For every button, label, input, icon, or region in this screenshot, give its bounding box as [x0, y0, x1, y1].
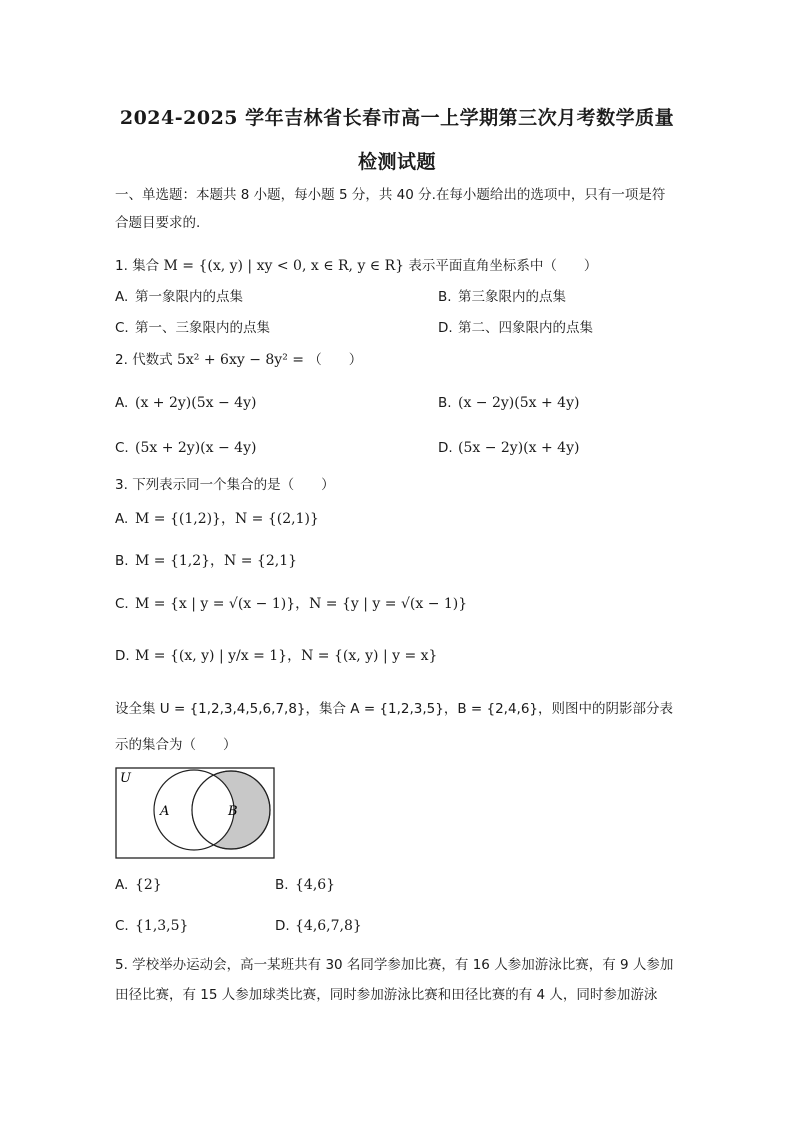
q3-option-a-text: M = {(1,2)}，N = {(2,1)} — [135, 511, 319, 527]
option-label: D. — [115, 648, 130, 664]
q2-option-a — [115, 393, 256, 413]
question-4-line-2: 示的集合为（ ） — [115, 737, 237, 753]
q1-option-c — [115, 318, 270, 338]
q4-option-b — [275, 875, 335, 895]
option-label: B. — [115, 553, 129, 569]
q2-option-c-text: (5x + 2y)(x − 4y) — [135, 440, 257, 456]
q3-option-b-text: M = {1,2}，N = {2,1} — [135, 553, 298, 569]
option-label: C. — [115, 596, 129, 612]
title-line-1: 2024-2025 学年吉林省长春市高一上学期第三次月考数学质量 — [119, 107, 675, 129]
q1-option-a — [115, 287, 243, 307]
venn-label-a: A — [160, 804, 170, 819]
q2-option-a-text: (x + 2y)(5x − 4y) — [135, 395, 257, 411]
q4-option-c-text: {1,3,5} — [135, 918, 189, 934]
question-1-set: M = {(x, y) | xy < 0, x ∈ R, y ∈ R} — [163, 258, 405, 274]
option-label: A. — [115, 289, 129, 305]
question-4-line-1: 设全集 U = {1,2,3,4,5,6,7,8}，集合 A = {1,2,3,5}，B = {2,4,6}，则图中的阴影部分表 — [115, 701, 674, 717]
question-3 — [115, 475, 335, 495]
venn-label-u: U — [120, 771, 131, 786]
q1-option-b-text: 第三象限内的点集 — [458, 289, 566, 305]
q4-option-b-text: {4,6} — [295, 877, 336, 893]
q2-option-b — [438, 393, 579, 413]
q1-option-d — [438, 318, 593, 338]
q4-option-c — [115, 916, 188, 936]
q3-option-c-text: M = {x | y = √(x − 1)}，N = {y | y = √(x − 1)} — [135, 596, 468, 612]
question-2-expression: 5x² + 6xy − 8y² = — [176, 352, 304, 368]
question-1-post: 表示平面直角坐标系中（ ） — [408, 258, 598, 274]
option-label: B. — [438, 395, 452, 411]
option-label: D. — [438, 440, 453, 456]
option-label: C. — [115, 440, 129, 456]
option-label: B. — [275, 877, 289, 893]
q3-option-d-text: M = {(x, y) | y/x = 1}，N = {(x, y) | y = x} — [135, 648, 438, 664]
title-line-2: 检测试题 — [357, 151, 436, 173]
q2-option-d-text: (5x − 2y)(x + 4y) — [458, 440, 580, 456]
q4-option-d-text: {4,6,7,8} — [295, 918, 362, 934]
option-label: C. — [115, 320, 129, 336]
option-label: A. — [115, 395, 129, 411]
q1-option-b — [438, 287, 566, 307]
option-label: A. — [115, 877, 129, 893]
q1-option-c-text: 第一、三象限内的点集 — [135, 320, 270, 336]
q3-option-d — [115, 646, 437, 666]
option-label: D. — [275, 918, 290, 934]
option-label: A. — [115, 511, 129, 527]
venn-label-b: B — [228, 804, 238, 819]
q2-option-c — [115, 438, 256, 458]
question-1 — [115, 256, 597, 276]
section-instructions-2: 合题目要求的. — [115, 215, 201, 231]
question-2 — [115, 350, 362, 370]
q4-option-a-text: {2} — [135, 877, 162, 893]
question-1-number: 1. — [115, 258, 128, 274]
venn-diagram — [115, 767, 275, 859]
question-2-pre: 代数式 — [132, 352, 173, 368]
q4-option-d — [275, 916, 362, 936]
question-5-line-2: 田径比赛，有 15 人参加球类比赛，同时参加游泳比赛和田径比赛的有 4 人，同时参加游泳 — [115, 987, 658, 1003]
question-2-number: 2. — [115, 352, 128, 368]
option-label: B. — [438, 289, 452, 305]
option-label: C. — [115, 918, 129, 934]
question-3-text: 下列表示同一个集合的是（ ） — [132, 477, 335, 493]
q2-option-d — [438, 438, 579, 458]
q3-option-b — [115, 551, 297, 571]
q3-option-a — [115, 509, 319, 529]
option-label: D. — [438, 320, 453, 336]
question-2-post: （ ） — [308, 352, 363, 368]
q3-option-c — [115, 594, 467, 614]
question-3-number: 3. — [115, 477, 128, 493]
q1-option-d-text: 第二、四象限内的点集 — [458, 320, 593, 336]
question-5-line-1: 5. 学校举办运动会，高一某班共有 30 名同学参加比赛，有 16 人参加游泳比赛，有 9 人参加 — [115, 957, 674, 973]
question-1-pre: 集合 — [132, 258, 160, 274]
section-instructions-1: 一、单选题：本题共 8 小题，每小题 5 分，共 40 分.在每小题给出的选项中，只有一项是符 — [115, 187, 666, 203]
q4-option-a — [115, 875, 162, 895]
q1-option-a-text: 第一象限内的点集 — [135, 289, 243, 305]
q2-option-b-text: (x − 2y)(5x + 4y) — [458, 395, 580, 411]
